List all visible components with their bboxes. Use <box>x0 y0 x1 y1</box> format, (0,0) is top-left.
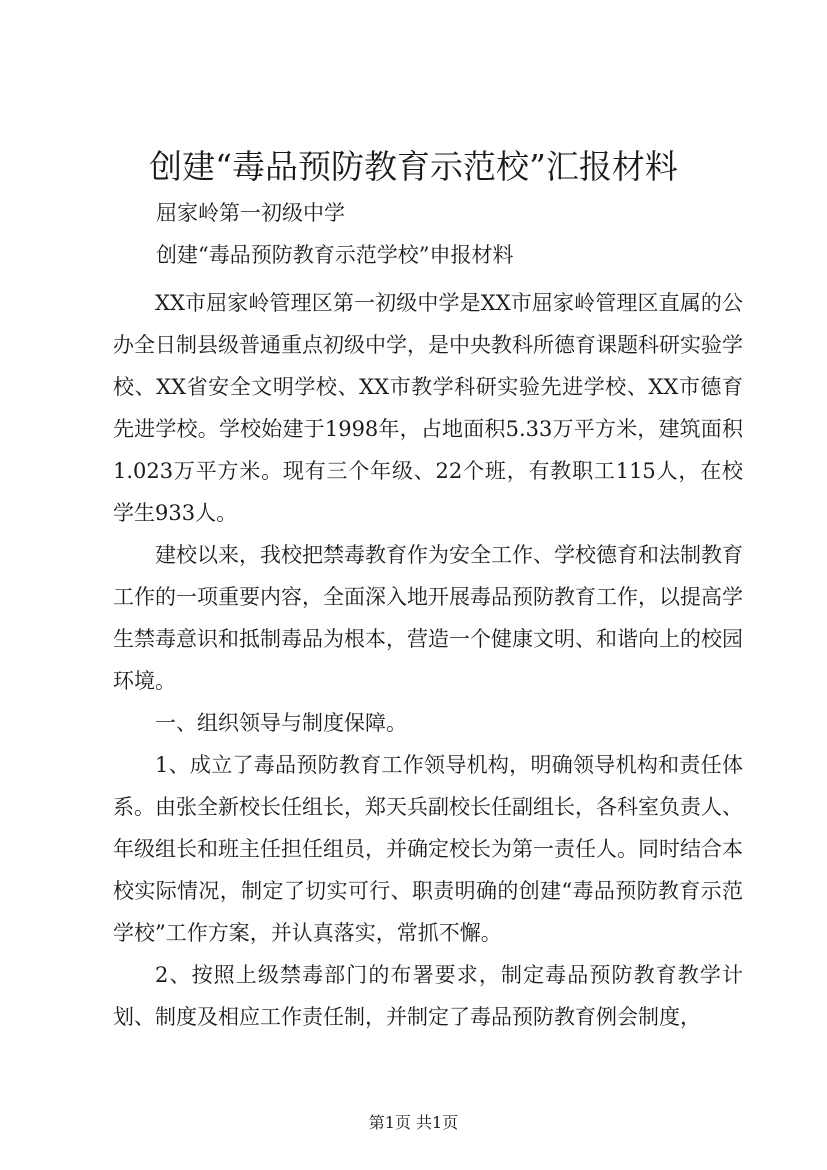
school-name: 屈家岭第一初级中学 <box>156 201 345 225</box>
page-footer: 第1页 共1页 <box>368 1113 459 1132</box>
paragraph-intro: XX市屈家岭管理区第一初级中学是XX市屈家岭管理区直属的公办全日制县级普通重点初级中学，是中央教科所德育课题科研实验学校、XX省安全文明学校、XX市教学科研实验先进学校、XX市德育先进学校。学校始建于1998年，占地面积5.33万平方米，建筑面积1.023万平方米。现有三个年级、22个班，有教职工115人，在校学生933人。 <box>113 291 743 525</box>
document-subtitle: 创建“毒品预防教育示范学校”申报材料 <box>156 243 514 267</box>
document-title: 创建“毒品预防教育示范校”汇报材料 <box>149 147 678 186</box>
paragraph-item-2: 2、按照上级禁毒部门的布署要求，制定毒品预防教育教学计划、制度及相应工作责任制，并制定了毒品预防教育例会制度， <box>113 963 743 1029</box>
section-heading-1: 一、组织领导与制度保障。 <box>155 711 407 735</box>
paragraph-item-1: 1、成立了毒品预防教育工作领导机构，明确领导机构和责任体系。由张全新校长任组长，郑天兵副校长任副组长，各科室负责人、年级组长和班主任担任组员，并确定校长为第一责任人。同时结合本校实际情况，制定了切实可行、职责明确的创建“毒品预防教育示范学校”工作方案，并认真落实，常抓不懈。 <box>113 753 743 945</box>
paragraph-overview: 建校以来，我校把禁毒教育作为安全工作、学校德育和法制教育工作的一项重要内容，全面深入地开展毒品预防教育工作，以提高学生禁毒意识和抵制毒品为根本，营造一个健康文明、和谐向上的校园环境。 <box>113 543 743 693</box>
